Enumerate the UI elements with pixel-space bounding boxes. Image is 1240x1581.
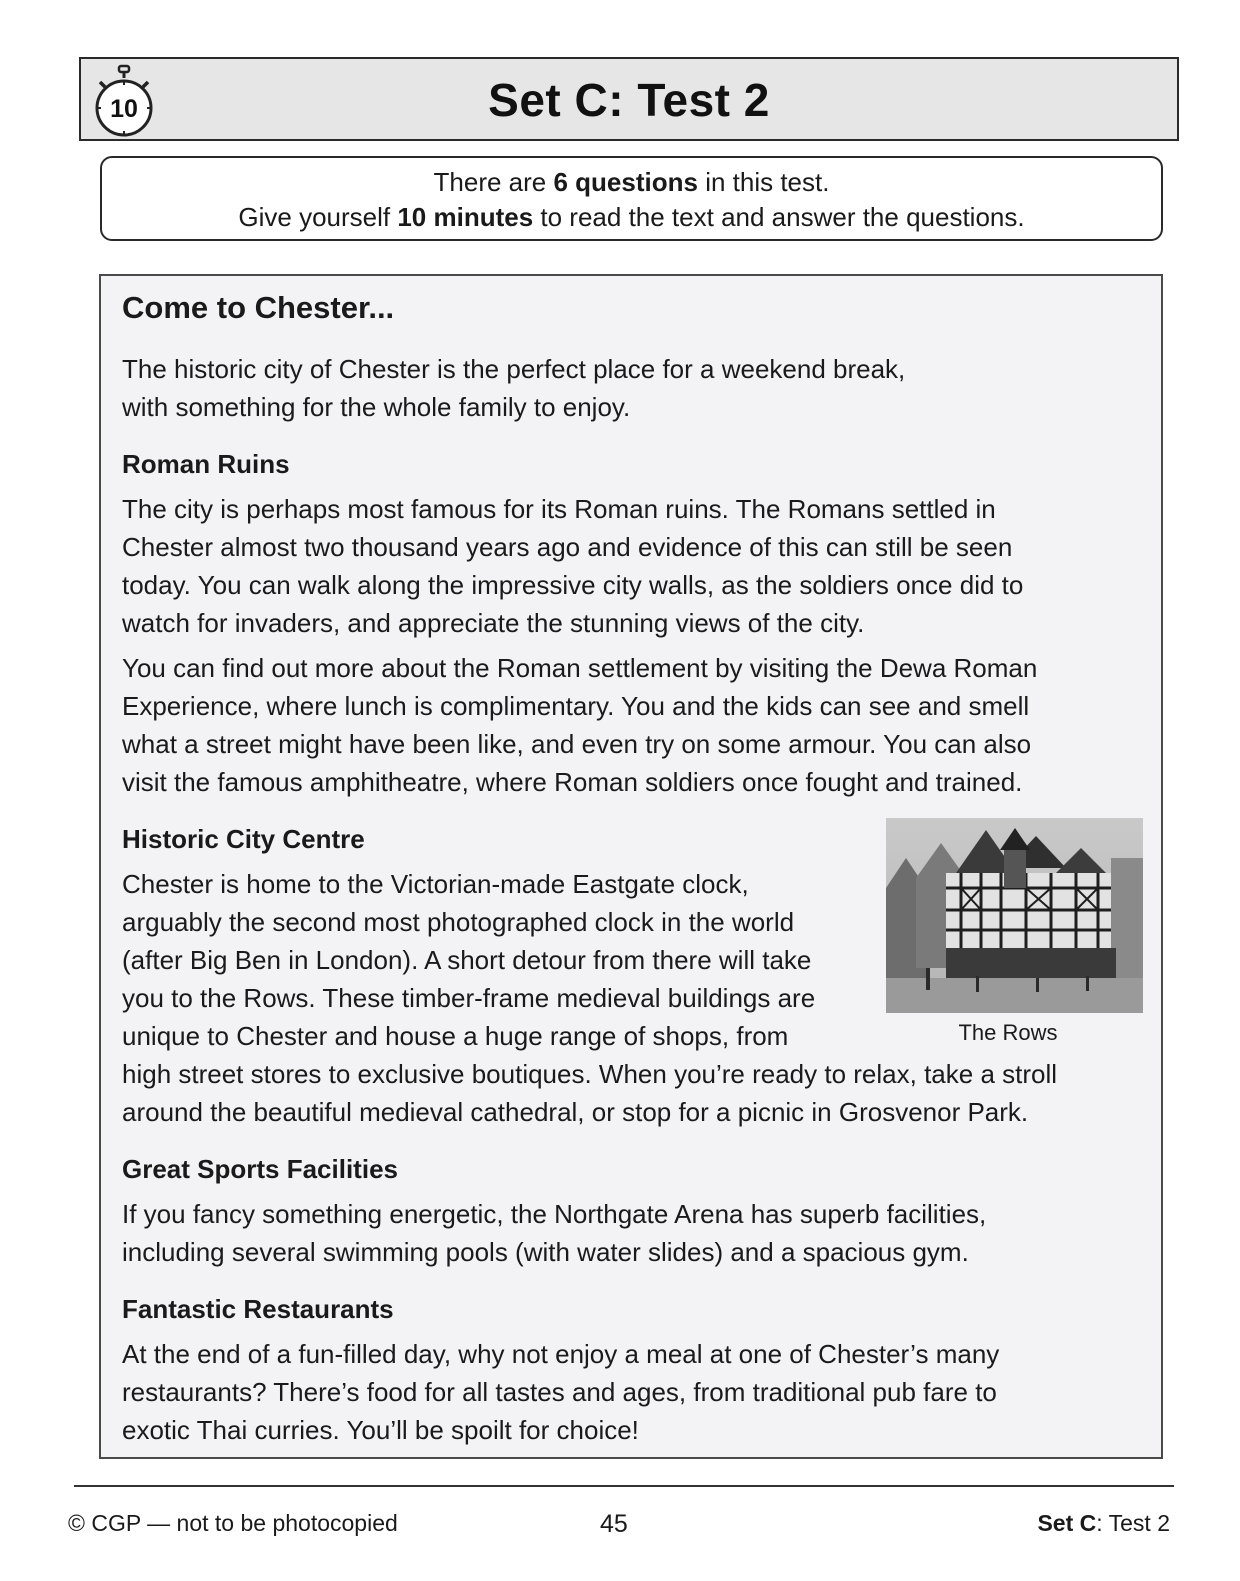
- section-heading-roman-ruins: Roman Ruins: [122, 449, 290, 479]
- restaurants-paragraph: At the end of a fun-filled day, why not enjoy a meal at one of Chester’s many restaurants? There’s food for all tastes and ages, from traditional pub fare to exotic Thai curries. You’ll be spoilt for choice!: [122, 1339, 1000, 1445]
- historic-paragraph: Chester is home to the Victorian-made Eastgate clock, arguably the second most photographed clock in the world (after Big Ben in London). A short detour from there will take you to the Rows. These timber-frame medieval buildings are unique to Chester and house a huge range of shops, from high street stores to exclusive boutiques. When you’re ready to relax, take a stroll around the beautiful medieval cathedral, or stop for a picnic in Grosvenor Park.: [122, 869, 1058, 1127]
- reading-passage: [99, 274, 1163, 1459]
- page-number: 45: [600, 1510, 628, 1538]
- footer-set-label: Set C: Test 2: [1037, 1510, 1170, 1536]
- instructions-line-2: Give yourself 10 minutes to read the text and answer the questions.: [238, 202, 1025, 232]
- photo-caption: The Rows: [958, 1020, 1058, 1045]
- timer-minutes: 10: [110, 95, 138, 123]
- question-count: 6 questions: [553, 167, 698, 197]
- the-rows-photo: [886, 818, 1143, 1013]
- section-heading-historic-city-centre: Historic City Centre: [122, 824, 365, 854]
- section-heading-sports: Great Sports Facilities: [122, 1154, 398, 1184]
- instructions-line-1: There are 6 questions in this test.: [433, 167, 830, 197]
- intro-paragraph: The historic city of Chester is the perfect place for a weekend break, with something for the whole family to enjoy.: [122, 354, 906, 422]
- passage-title: Come to Chester...: [122, 290, 395, 325]
- section-heading-restaurants: Fantastic Restaurants: [122, 1294, 394, 1324]
- footer-copyright: © CGP — not to be photocopied: [68, 1510, 398, 1536]
- instructions-box: [100, 156, 1163, 241]
- roman-paragraph-1: The city is perhaps most famous for its Roman ruins. The Romans settled in Chester almost two thousand years ago and evidence of this can still be seen today. You can walk along the impressive city walls, as the soldiers once did to watch for invaders, and appreciate the stunning views of the city.: [122, 494, 1024, 638]
- sports-paragraph: If you fancy something energetic, the Northgate Arena has superb facilities, including several swimming pools (with water slides) and a spacious gym.: [122, 1199, 987, 1267]
- title-bar: [79, 57, 1179, 141]
- time-limit: 10 minutes: [397, 202, 534, 232]
- page-title: Set C: Test 2: [488, 74, 770, 126]
- roman-paragraph-2: You can find out more about the Roman settlement by visiting the Dewa Roman Experience, where lunch is complimentary. You and the kids can see and smell what a street might have been like, and even try on some armour. You can also visit the famous amphitheatre, where Roman soldiers once fought and trained.: [122, 653, 1038, 797]
- footer-divider: [74, 1485, 1174, 1487]
